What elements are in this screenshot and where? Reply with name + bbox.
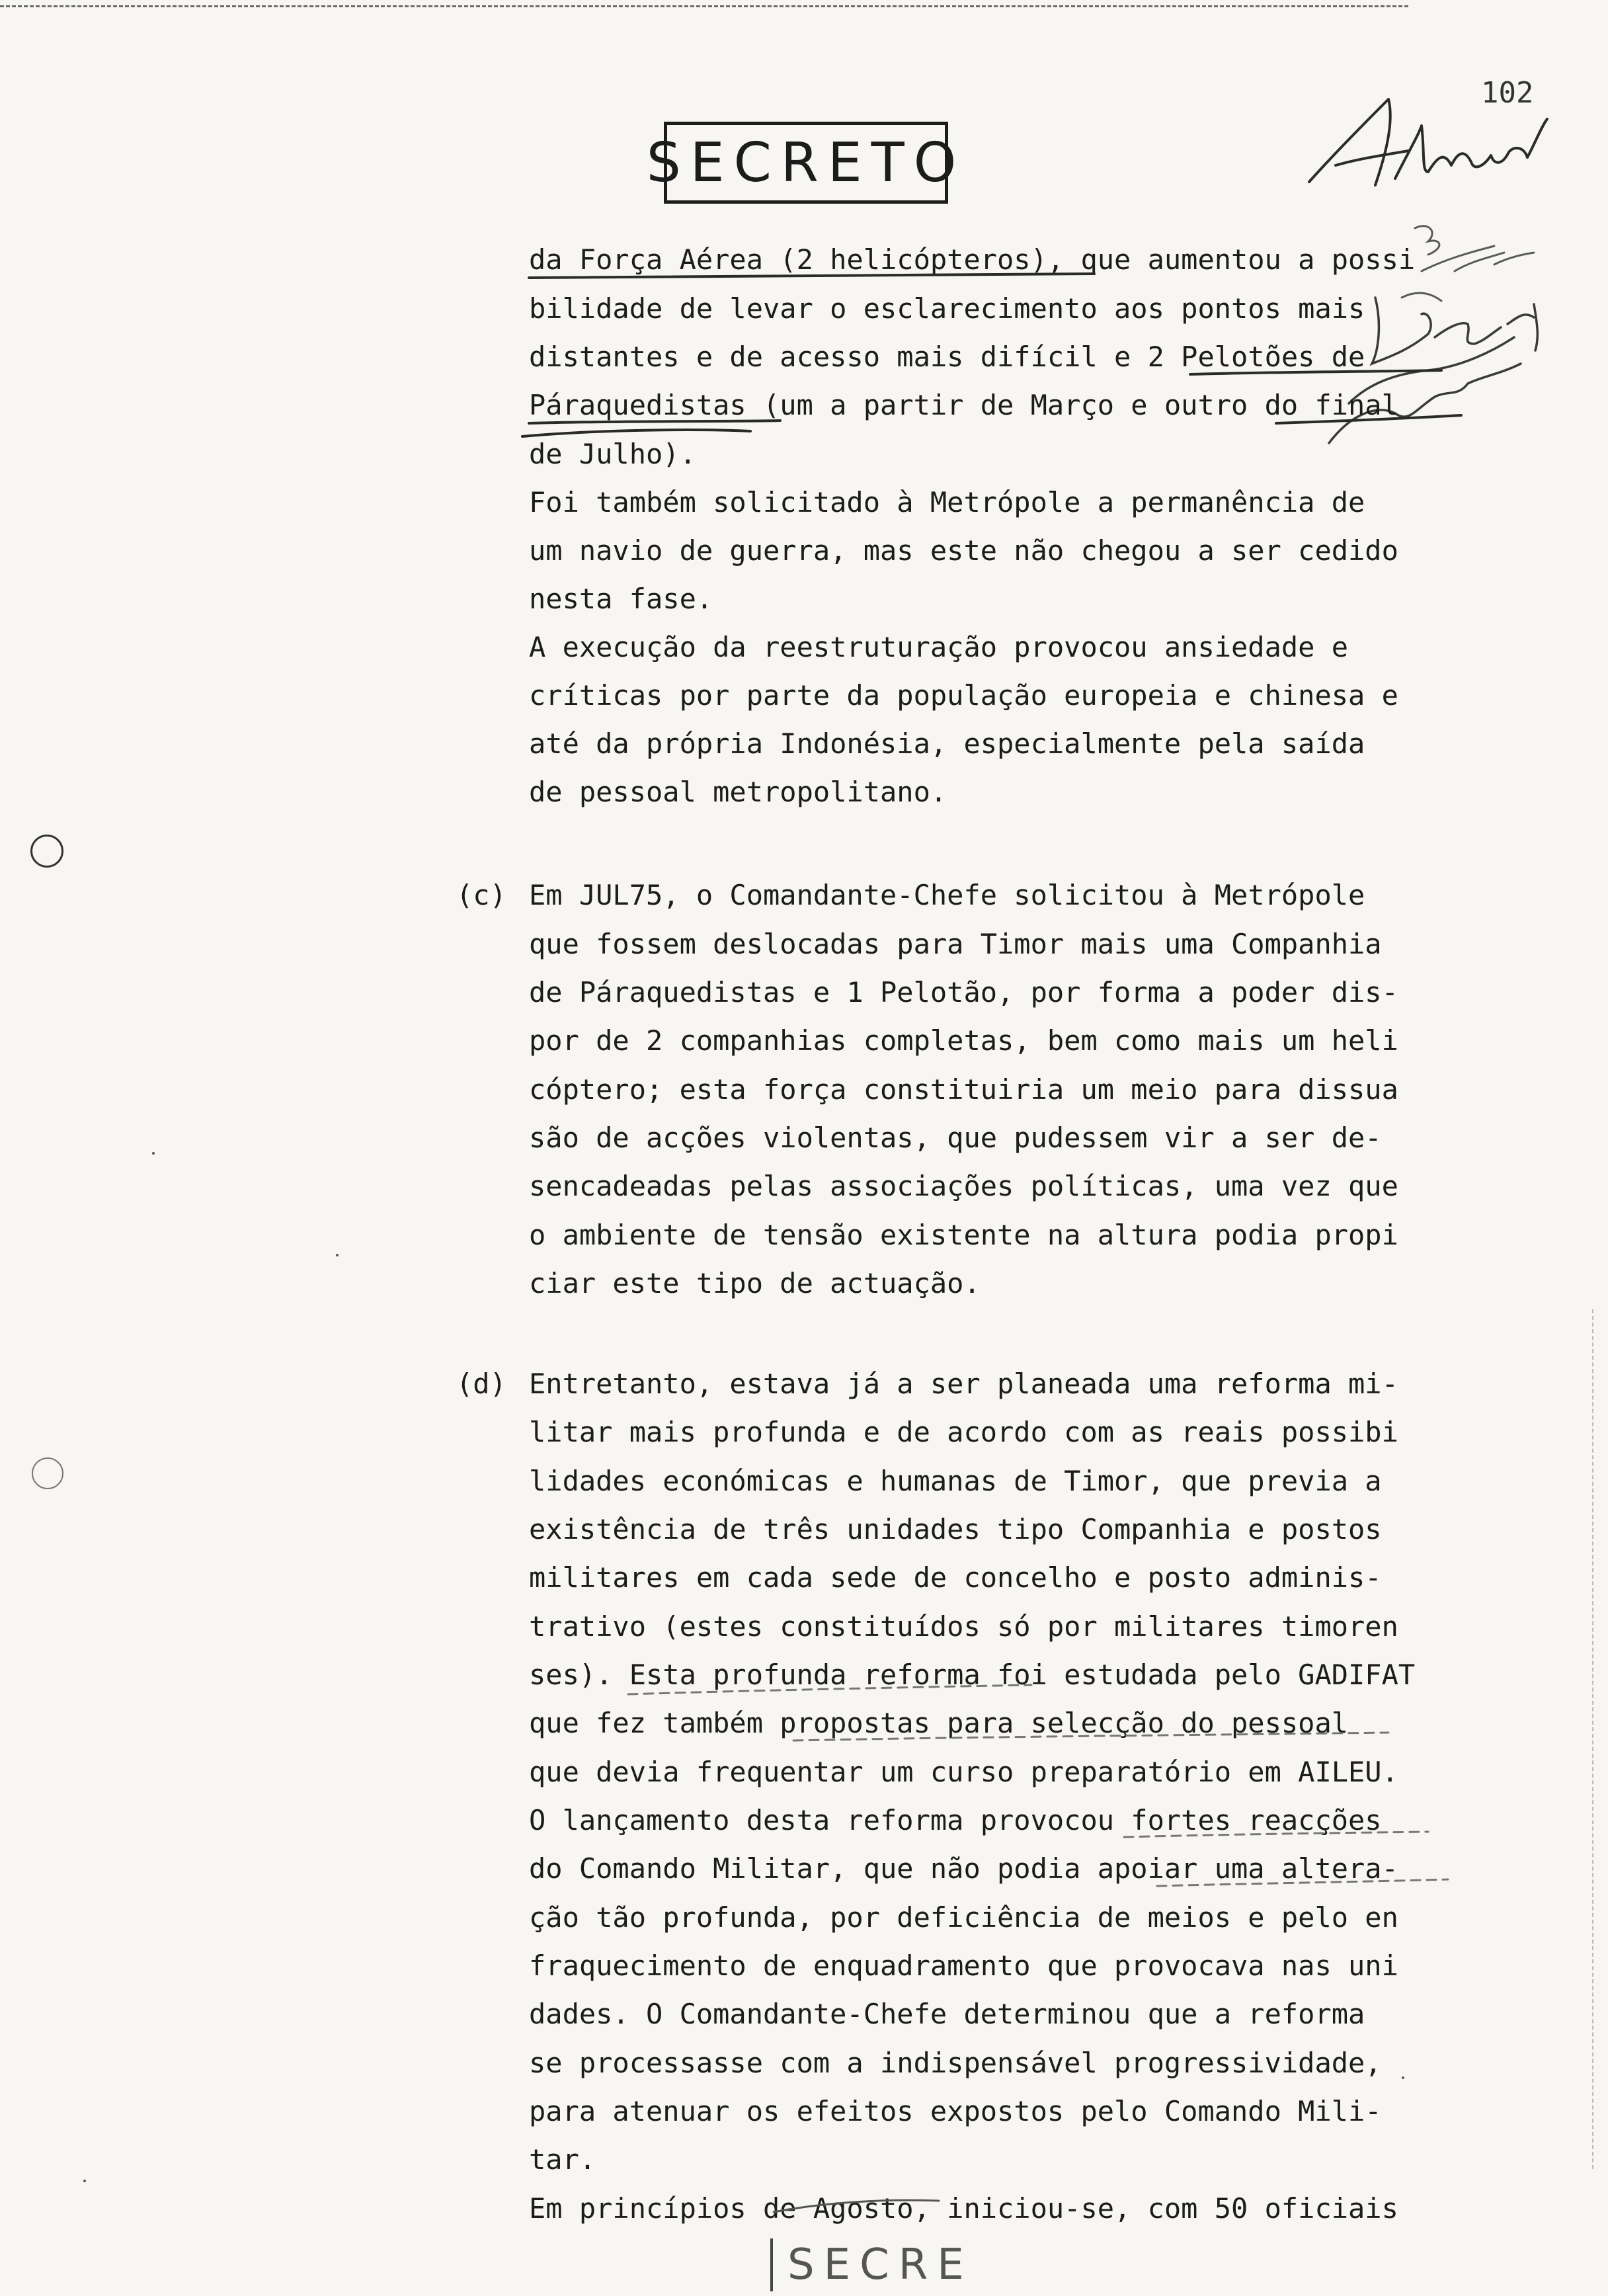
text-line: o ambiente de tensão existente na altura podia propi xyxy=(529,1219,1398,1251)
text-line: nesta fase. xyxy=(529,583,713,615)
item-marker-c: (c) xyxy=(456,879,506,911)
text-line: Em JUL75, o Comandante-Chefe solicitou à Metrópole xyxy=(529,879,1365,911)
text-line: sencadeadas pelas associações políticas, uma vez que xyxy=(529,1170,1398,1202)
text-line: lidades económicas e humanas de Timor, que previa a xyxy=(529,1465,1382,1497)
text-line: de Páraquedistas e 1 Pelotão, por forma a poder dis- xyxy=(529,976,1398,1008)
text-line: Páraquedistas (um a partir de Março e outro do final xyxy=(529,389,1398,421)
page-number: 102 xyxy=(1481,76,1534,110)
item-marker-d: (d) xyxy=(456,1368,506,1400)
text-line: dades. O Comandante-Chefe determinou que a reforma xyxy=(529,1998,1365,2030)
text-line: O lançamento desta reforma provocou fortes reacções xyxy=(529,1804,1382,1836)
classification-stamp-bottom: SECRE xyxy=(770,2238,1028,2291)
text-line: bilidade de levar o esclarecimento aos pontos mais xyxy=(529,292,1365,325)
text-line: críticas por parte da população europeia e chinesa e xyxy=(529,679,1398,712)
text-line: de Julho). xyxy=(529,438,696,470)
text-line: Foi também solicitado à Metrópole a permanência de xyxy=(529,486,1365,518)
text-line: do Comando Militar, que não podia apoiar uma altera- xyxy=(529,1852,1398,1885)
classification-stamp-top: SECRETO xyxy=(664,122,948,204)
text-line: para atenuar os efeitos expostos pelo Comando Mili- xyxy=(529,2095,1382,2127)
text-line: ção tão profunda, por deficiência de meios e pelo en xyxy=(529,1901,1398,1934)
text-line: de pessoal metropolitano. xyxy=(529,776,947,808)
text-line: Entretanto, estava já a ser planeada uma reforma mi- xyxy=(529,1368,1398,1400)
text-line: são de acções violentas, que pudessem vir a ser de- xyxy=(529,1122,1382,1154)
text-line: litar mais profunda e de acordo com as reais possibi xyxy=(529,1416,1398,1448)
text-line: um navio de guerra, mas este não chegou a ser cedido xyxy=(529,534,1398,567)
text-line: por de 2 companhias completas, bem como mais um heli xyxy=(529,1024,1398,1057)
text-line: cóptero; esta força constituiria um meio para dissua xyxy=(529,1073,1398,1106)
text-line: da Força Aérea (2 helicópteros), que aumentou a possi xyxy=(529,243,1416,276)
text-line: ses). Esta profunda reforma foi estudada pelo GADIFAT xyxy=(529,1659,1416,1691)
text-line: distantes e de acesso mais difícil e 2 Pelotões de xyxy=(529,341,1365,373)
text-line: se processasse com a indispensável progressividade, xyxy=(529,2047,1382,2079)
text-line: que fossem deslocadas para Timor mais uma Companhia xyxy=(529,928,1382,960)
text-line: que fez também propostas para selecção do pessoal xyxy=(529,1707,1349,1739)
text-line: tar. xyxy=(529,2143,596,2176)
text-line: ciar este tipo de actuação. xyxy=(529,1267,981,1299)
text-line: A execução da reestruturação provocou ansiedade e xyxy=(529,631,1349,663)
text-line: fraquecimento de enquadramento que provocava nas uni xyxy=(529,1949,1398,1982)
text-line: existência de três unidades tipo Companhia e postos xyxy=(529,1513,1382,1545)
text-line: até da própria Indonésia, especialmente pela saída xyxy=(529,727,1365,760)
text-line: que devia frequentar um curso preparatório em AILEU. xyxy=(529,1756,1398,1788)
text-line: militares em cada sede de concelho e posto adminis- xyxy=(529,1561,1382,1594)
text-line: trativo (estes constituídos só por militares timoren xyxy=(529,1610,1398,1643)
text-line: Em princípios de Agosto, iniciou-se, com 50 oficiais xyxy=(529,2192,1398,2225)
